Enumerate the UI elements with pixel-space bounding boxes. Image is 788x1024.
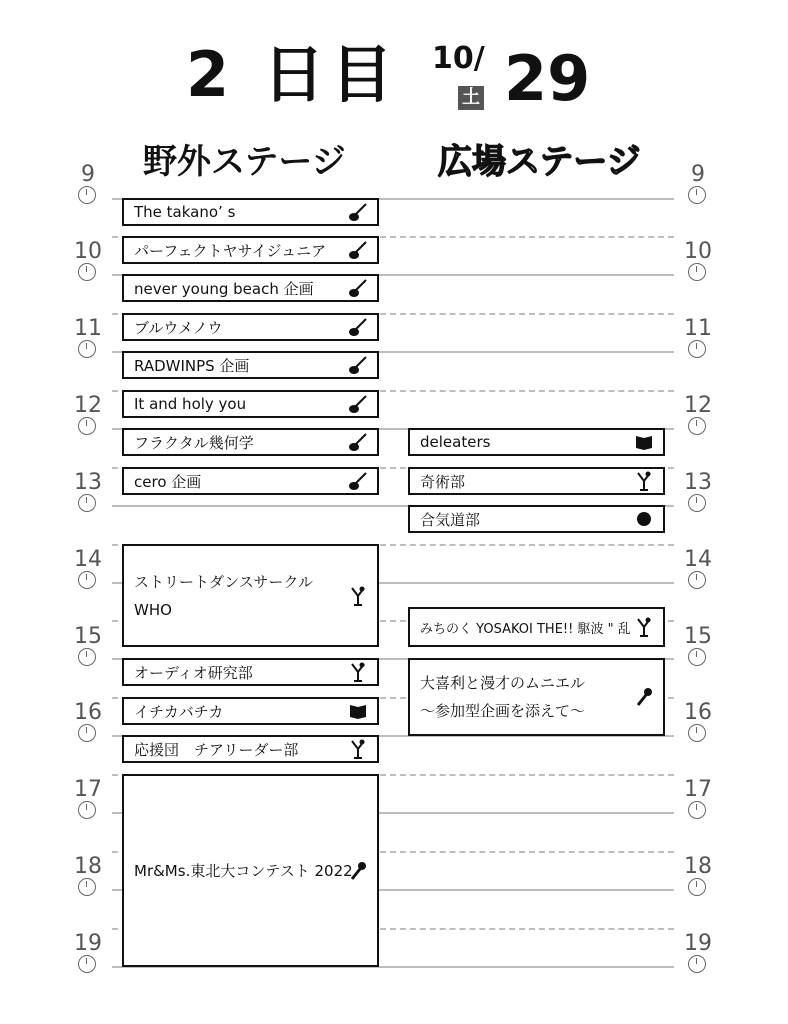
- microphone-icon: [347, 860, 369, 882]
- fist-icon: [633, 508, 655, 530]
- hour-label: 11: [74, 316, 102, 341]
- program-slot-outdoor[interactable]: [122, 236, 379, 264]
- program-slot-outdoor[interactable]: [122, 735, 379, 763]
- hour-label: 9: [691, 162, 705, 187]
- program-name-line1: 大喜利と漫才のムニエル: [420, 674, 586, 692]
- clock-icon: [688, 571, 706, 589]
- dancer-icon: [633, 616, 655, 638]
- hour-label: 9: [81, 162, 95, 187]
- program-slot-outdoor[interactable]: [122, 274, 379, 302]
- program-slot-outdoor[interactable]: [122, 658, 379, 686]
- program-name: It and holy you: [134, 395, 247, 413]
- program-name-line2: WHO: [134, 600, 172, 619]
- program-slot-outdoor[interactable]: [122, 774, 379, 967]
- hour-label: 17: [684, 777, 712, 802]
- dancer-icon: [347, 661, 369, 683]
- program-slot-outdoor[interactable]: [122, 313, 379, 341]
- microphone-icon: [633, 686, 655, 708]
- program-name: オーディオ研究部: [134, 663, 253, 682]
- clock-icon: [78, 263, 96, 281]
- guitar-icon: [347, 277, 369, 299]
- hour-label: 19: [74, 931, 102, 956]
- date-weekday-badge: 土: [458, 86, 484, 110]
- program-slot-outdoor[interactable]: [122, 467, 379, 495]
- guitar-icon: [347, 393, 369, 415]
- program-slot-outdoor[interactable]: [122, 544, 379, 647]
- clock-icon: [78, 186, 96, 204]
- clock-icon: [78, 494, 96, 512]
- hour-label: 14: [74, 547, 102, 572]
- stage-title-plaza: 広場ステージ: [438, 142, 641, 182]
- clock-icon: [688, 648, 706, 666]
- hour-label: 12: [74, 393, 102, 418]
- program-slot-plaza[interactable]: [408, 505, 665, 533]
- clock-icon: [78, 724, 96, 742]
- hour-label: 13: [74, 470, 102, 495]
- hour-label: 18: [74, 854, 102, 879]
- clock-icon: [688, 417, 706, 435]
- program-name: イチカバチカ: [134, 702, 224, 721]
- program-name: 応援団 チアリーダー部: [134, 740, 299, 759]
- program-slot-outdoor[interactable]: [122, 390, 379, 418]
- hour-label: 13: [684, 470, 712, 495]
- clock-icon: [78, 417, 96, 435]
- hour-label: 14: [684, 547, 712, 572]
- page-title: 2 日目: [186, 38, 399, 111]
- hour-label: 19: [684, 931, 712, 956]
- program-name: deleaters: [420, 433, 491, 451]
- dancer-icon: [633, 470, 655, 492]
- hour-label: 17: [74, 777, 102, 802]
- dancer-icon: [347, 585, 369, 607]
- hour-label: 16: [74, 700, 102, 725]
- clock-icon: [78, 878, 96, 896]
- stage-title-outdoor: 野外ステージ: [143, 142, 346, 182]
- hour-label: 16: [684, 700, 712, 725]
- clock-icon: [78, 801, 96, 819]
- program-name: cero 企画: [134, 472, 202, 491]
- program-name: RADWINPS 企画: [134, 356, 250, 375]
- clock-icon: [688, 724, 706, 742]
- clock-icon: [78, 340, 96, 358]
- program-name-line1: ストリートダンスサークル: [134, 572, 313, 591]
- program-name: The takano’ s: [134, 203, 236, 221]
- program-name: パーフェクトヤサイジュニア: [134, 241, 327, 260]
- clock-icon: [688, 494, 706, 512]
- guitar-icon: [347, 354, 369, 376]
- hour-label: 15: [74, 624, 102, 649]
- guitar-icon: [347, 431, 369, 453]
- hour-label: 15: [684, 624, 712, 649]
- program-slot-plaza[interactable]: [408, 467, 665, 495]
- clock-icon: [688, 186, 706, 204]
- clock-icon: [78, 571, 96, 589]
- hour-label: 10: [684, 239, 712, 264]
- hour-label: 12: [684, 393, 712, 418]
- program-slot-outdoor[interactable]: [122, 351, 379, 379]
- program-slot-outdoor[interactable]: [122, 697, 379, 725]
- clock-icon: [688, 340, 706, 358]
- book-icon: [633, 431, 655, 453]
- clock-icon: [78, 648, 96, 666]
- program-slot-outdoor[interactable]: [122, 428, 379, 456]
- guitar-icon: [347, 201, 369, 223]
- program-name: 奇術部: [420, 472, 466, 491]
- clock-icon: [688, 878, 706, 896]
- date-day: 29: [504, 42, 591, 115]
- clock-icon: [78, 955, 96, 973]
- program-slot-plaza[interactable]: [408, 658, 665, 736]
- program-slot-plaza[interactable]: [408, 428, 665, 456]
- clock-icon: [688, 263, 706, 281]
- guitar-icon: [347, 239, 369, 261]
- program-name: Mr&Ms.東北大コンテスト 2022: [134, 862, 353, 880]
- clock-icon: [688, 801, 706, 819]
- program-name: ブルウメノウ: [134, 318, 223, 337]
- guitar-icon: [347, 470, 369, 492]
- hour-label: 10: [74, 239, 102, 264]
- program-name: フラクタル幾何学: [134, 433, 254, 452]
- hour-label: 18: [684, 854, 712, 879]
- program-name: never young beach 企画: [134, 279, 314, 298]
- program-name: 合気道部: [420, 510, 481, 529]
- date-month: 10/: [432, 41, 485, 76]
- program-slot-outdoor[interactable]: [122, 198, 379, 226]
- book-icon: [347, 700, 369, 722]
- program-slot-plaza[interactable]: [408, 607, 665, 647]
- dancer-icon: [347, 738, 369, 760]
- program-name-line2: ～参加型企画を添えて～: [420, 702, 586, 720]
- clock-icon: [688, 955, 706, 973]
- program-name: みちのく YOSAKOI THE!! 駆波 " 乱: [420, 621, 631, 637]
- guitar-icon: [347, 316, 369, 338]
- hour-label: 11: [684, 316, 712, 341]
